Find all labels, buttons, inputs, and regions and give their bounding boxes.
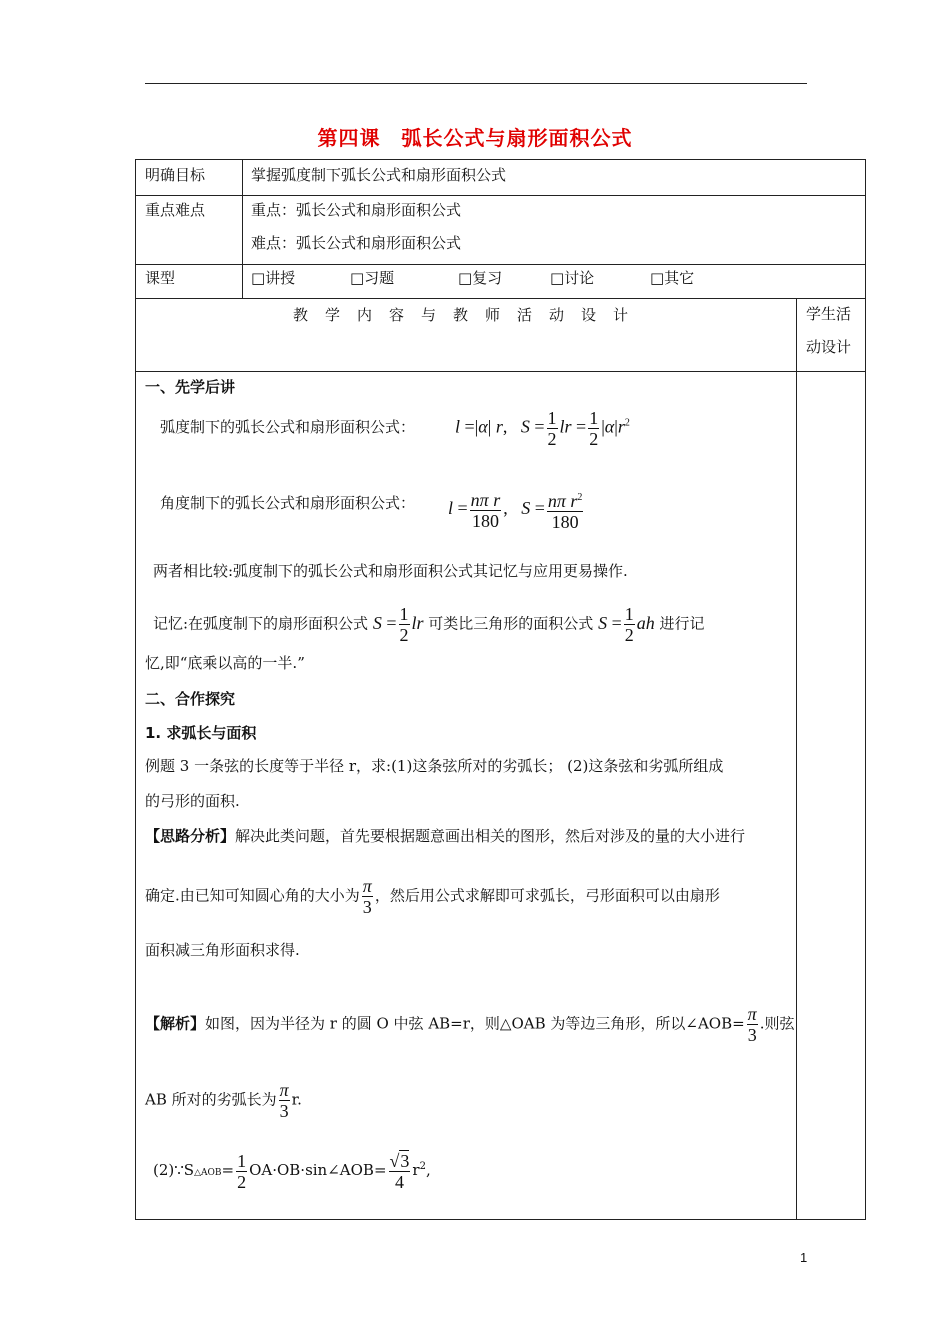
memory-text-a: 记忆:在弧度制下的扇形面积公式 xyxy=(153,614,369,633)
degree-formula: l = $\frac{\text{nπ r}}{180}$ , S = $\frac{n\pi r^2}{180}$ xyxy=(448,489,583,532)
degree-formula-label: 角度制下的弧长公式和扇形面积公式： xyxy=(160,494,416,512)
type-label: 课型 xyxy=(145,269,176,287)
type-exercise[interactable]: □习题 xyxy=(350,269,395,287)
column-divider xyxy=(242,159,243,299)
type-other[interactable]: □其它 xyxy=(650,269,695,287)
analysis-text-b: ，然后用公式求解即可求弧长，弓形面积可以由扇形 xyxy=(374,886,720,905)
example-line-1: 例题 3 一条弦的长度等于半径 r，求:(1)这条弦所对的劣弧长； (2)这条弦和劣弧所组成 xyxy=(145,757,724,775)
solution-text-b: .则弦 xyxy=(759,1014,795,1033)
type-lecture[interactable]: □讲授 xyxy=(251,269,296,287)
radian-formula: l =|α| r, S = $\frac{1}{2}$ lr = $\frac{1}{2}$ $|\alpha|r^2$ xyxy=(455,408,630,449)
part2-eq: = xyxy=(221,1161,235,1179)
row-divider xyxy=(135,298,866,299)
table-border-top xyxy=(135,159,866,160)
compare-text: 两者相比较:弧度制下的弧长公式和扇形面积公式其记忆与应用更易操作. xyxy=(153,562,628,580)
solution-part-2: (2)∵S△AOB= $\frac{1}{2}$ OA·OB·sin∠AOB= $\frac{√3}{4}$ $r^2$, xyxy=(153,1150,431,1192)
memory-line-2: 忆,即“底乘以高的一半.” xyxy=(145,654,305,672)
part2-mid: OA·OB·sin∠AOB= xyxy=(249,1161,387,1179)
section-1-heading: 一、先学后讲 xyxy=(145,378,236,396)
student-header-line1: 学生活 xyxy=(806,305,852,323)
analysis-line-1 xyxy=(145,825,745,847)
student-header-line2: 动设计 xyxy=(806,338,852,356)
lesson-table xyxy=(135,159,866,1220)
solution-line-1: 【解析】如图，因为半径为 r 的圆 O 中弦 AB=r，则△OAB 为等边三角形，所以∠AOB= $\frac{\pi}{3}$ .则弦 xyxy=(145,1004,795,1045)
column-divider xyxy=(796,298,797,1220)
type-review[interactable]: □复习 xyxy=(458,269,503,287)
table-border-right xyxy=(865,159,866,1220)
solution-text-2a: AB 所对的劣弧长为 xyxy=(145,1090,277,1109)
solution-text-a: 如图，因为半径为 r 的圆 O 中弦 AB=r，则△OAB 为等边三角形，所以∠AOB= xyxy=(205,1014,745,1033)
part2-prefix: (2)∵S xyxy=(153,1161,195,1179)
part2-sup: 2 xyxy=(419,1161,426,1172)
key-point: 重点：弧长公式和扇形面积公式 xyxy=(251,201,462,219)
table-border-left xyxy=(135,159,136,1220)
type-discussion[interactable]: □讨论 xyxy=(550,269,595,287)
analysis-text-a: 确定.由已知可知圆心角的大小为 xyxy=(145,886,360,905)
difficult-point: 难点：弧长公式和扇形面积公式 xyxy=(251,234,462,252)
header-rule xyxy=(145,83,807,84)
page-title: 第四课 弧长公式与扇形面积公式 xyxy=(317,126,633,150)
solution-tag: 【解析】 xyxy=(145,1014,206,1033)
solution-line-2: AB 所对的劣弧长为 $\frac{\pi}{3}$ r. xyxy=(145,1080,302,1121)
analysis-tag: 【思路分析】 xyxy=(145,827,236,845)
goal-label: 明确目标 xyxy=(145,166,206,184)
section-2-heading: 二、合作探究 xyxy=(145,690,236,708)
part2-tail: r xyxy=(412,1161,420,1179)
page-number: 1 xyxy=(800,1250,808,1265)
analysis-text: 解决此类问题，首先要根据题意画出相关的图形，然后对涉及的量的大小进行 xyxy=(235,827,746,845)
analysis-line-2: 确定.由已知可知圆心角的大小为 $\frac{\pi}{3}$ ，然后用公式求解即可求弧长，弓形面积可以由扇形 xyxy=(145,876,720,917)
part2-sub: △AOB xyxy=(194,1168,222,1178)
row-divider xyxy=(135,195,866,196)
radian-formula-label: 弧度制下的弧长公式和扇形面积公式： xyxy=(160,418,416,436)
solution-text-2b: r. xyxy=(291,1090,302,1109)
table-border-bottom xyxy=(135,1219,866,1220)
row-divider xyxy=(135,371,866,372)
memory-text-b: 可类比三角形的面积公式 xyxy=(428,614,594,633)
memory-text-c: 进行记 xyxy=(659,614,705,633)
example-line-2: 的弓形的面积. xyxy=(145,792,240,810)
subsection-1-heading: 1. 求弧长与面积 xyxy=(145,724,257,742)
key-label: 重点难点 xyxy=(145,201,206,219)
design-header: 教学内容与教师活动设计 xyxy=(293,306,646,324)
analysis-line-3: 面积减三角形面积求得. xyxy=(145,941,300,959)
goal-text: 掌握弧度制下弧长公式和扇形面积公式 xyxy=(251,166,507,184)
row-divider xyxy=(135,264,866,265)
memory-line: 记忆:在弧度制下的扇形面积公式 S = $\frac{1}{2}$ lr 可类比三角形的面积公式 S = $\frac{1}{2}$ ah 进行记 xyxy=(153,604,705,645)
part2-end: , xyxy=(425,1161,431,1179)
